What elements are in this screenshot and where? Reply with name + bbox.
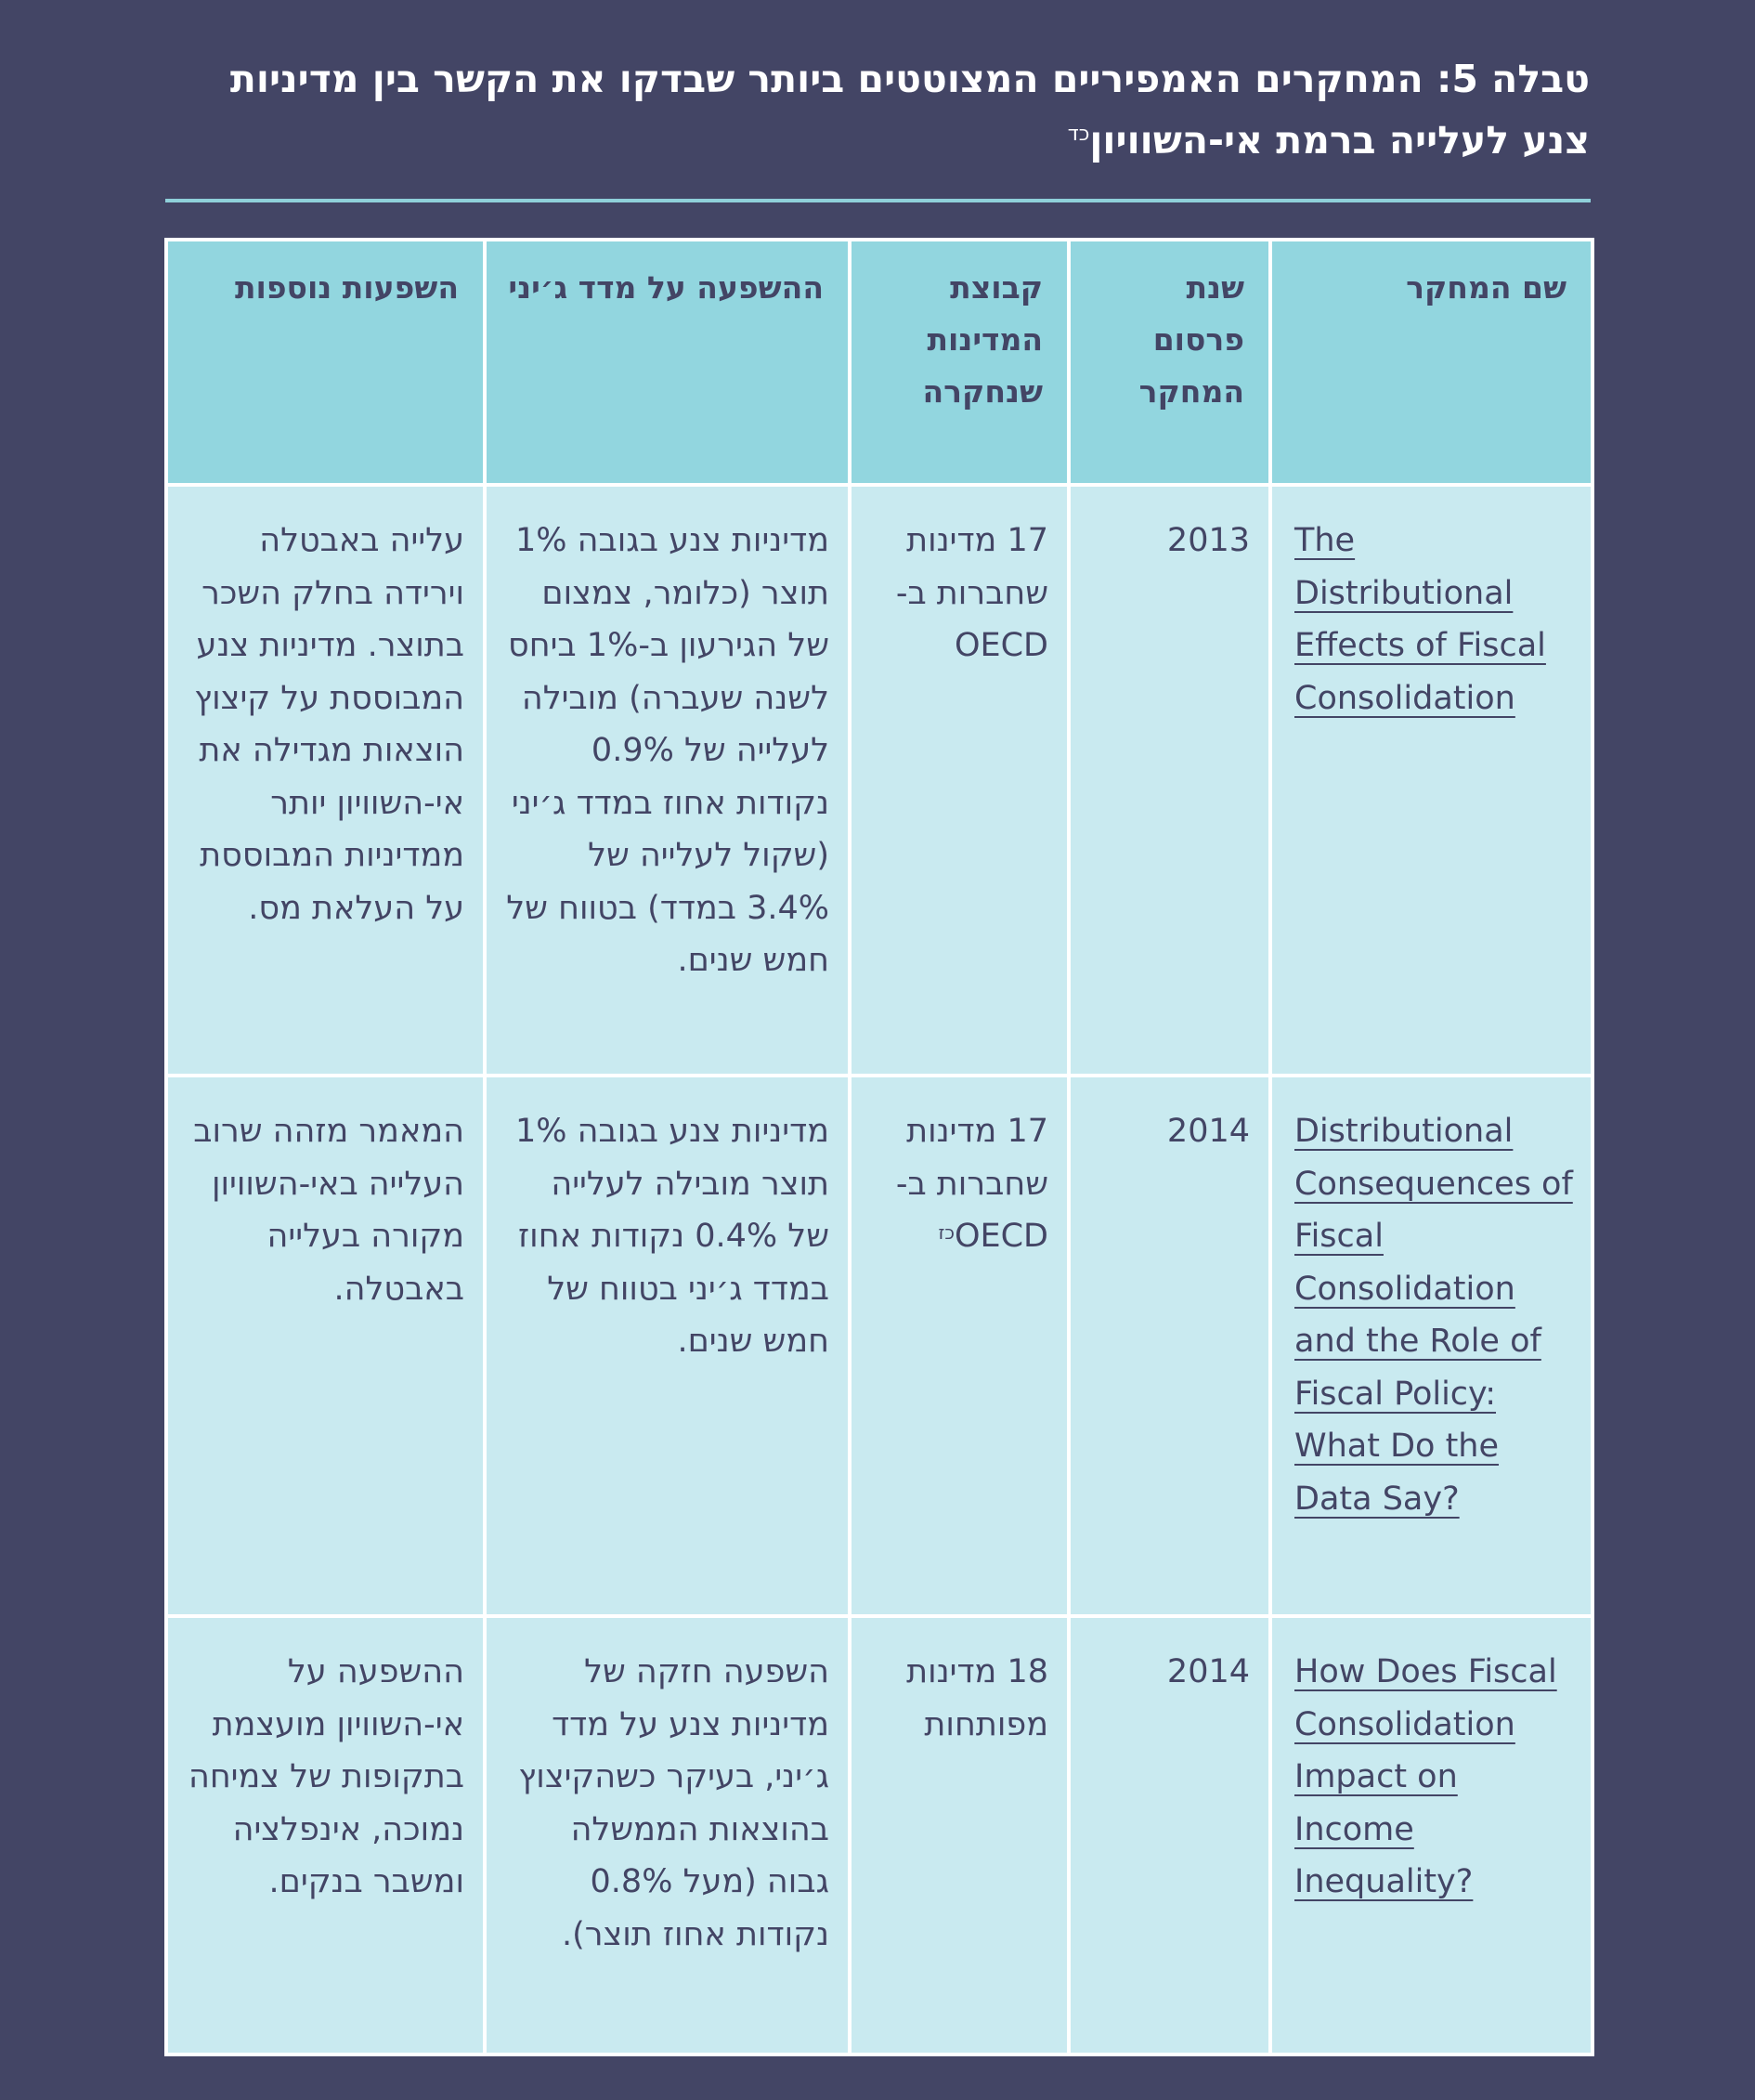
study-year: 2013 (1069, 485, 1270, 1076)
header-publication-year: שנת פרסום המחקר (1069, 240, 1270, 485)
country-group-cell (850, 1616, 1069, 2054)
title-divider (165, 199, 1591, 202)
country-group-cell (850, 485, 1069, 1076)
country-group: 18 מדינות מפותחות (906, 1653, 1048, 1743)
study-name-cell (1270, 1616, 1592, 2054)
gini-effect: מדיניות צנע בגובה 1% תוצר (כלומר, צמצום של הגירעון ב-1% ביחס לשנה שעברה) מובילה לעלייה של 0.9% נקודות אחוז במדד ג׳יני (שקול לעלייה של 3.4% במדד) בטווח של חמש שנים. (485, 485, 850, 1076)
header-study-name: שם המחקר (1270, 240, 1592, 485)
country-group: 17 מדינות שחברות ב-OECD (895, 522, 1048, 664)
table-title (141, 48, 1590, 171)
study-name-cell (1270, 485, 1592, 1076)
study-link[interactable]: The Distributional Effects of Fiscal Consolidation (1294, 522, 1546, 717)
other-effects: ההשפעה על אי-השוויון מועצמת בתקופות של צמיחה נמוכה, אינפלציה ומשבר בנקים. (166, 1616, 485, 2054)
other-effects: עלייה באבטלה וירידה בחלק השכר בתוצר. מדיניות צנע המבוססת על קיצוץ הוצאות מגדילה את אי-השוויון יותר ממדיניות המבוססת על העלאת מס. (166, 485, 485, 1076)
header-country-group: קבוצת המדינות שנחקרה (850, 240, 1069, 485)
gini-effect: מדיניות צנע בגובה 1% תוצר מובילה לעלייה של 0.4% נקודות אחוז במדד ג׳יני בטווח של חמש שנים. (485, 1076, 850, 1616)
study-year: 2014 (1069, 1076, 1270, 1616)
header-other-effects: השפעות נוספות (166, 240, 485, 485)
study-year: 2014 (1069, 1616, 1270, 2054)
table-row (166, 1616, 1592, 2054)
title-line-2: צנע לעלייה ברמת אי-השוויון (1089, 118, 1590, 163)
footnote-ref: כז (938, 1221, 955, 1244)
country-group: 17 מדינות שחברות ב-OECD (895, 1113, 1048, 1255)
other-effects: המאמר מזהה שרוב העלייה באי-השוויון מקורה בעלייה באבטלה. (166, 1076, 485, 1616)
header-gini-effect: ההשפעה על מדד ג׳יני (485, 240, 850, 485)
title-footnote-ref: כד (1067, 123, 1090, 146)
gini-effect: השפעה חזקה של מדיניות צנע על מדד ג׳יני, בעיקר כשהקיצוץ בהוצאות הממשלה גבוה (מעל 0.8% נקודות אחוז תוצר). (485, 1616, 850, 2054)
table-row (166, 485, 1592, 1076)
study-link[interactable]: Distributional Consequences of Fiscal Consolidation and the Role of Fiscal Policy: What Do the Data Say? (1294, 1113, 1573, 1518)
study-link[interactable]: How Does Fiscal Consolidation Impact on Income Inequality? (1294, 1653, 1557, 1900)
title-line-1: טבלה 5: המחקרים האמפיריים המצוטטים ביותר שבדקו את הקשר בין מדיניות (229, 57, 1590, 101)
study-name-cell (1270, 1076, 1592, 1616)
table-row (166, 1076, 1592, 1616)
header-row (166, 240, 1592, 485)
country-group-cell (850, 1076, 1069, 1616)
studies-table (164, 238, 1594, 2056)
